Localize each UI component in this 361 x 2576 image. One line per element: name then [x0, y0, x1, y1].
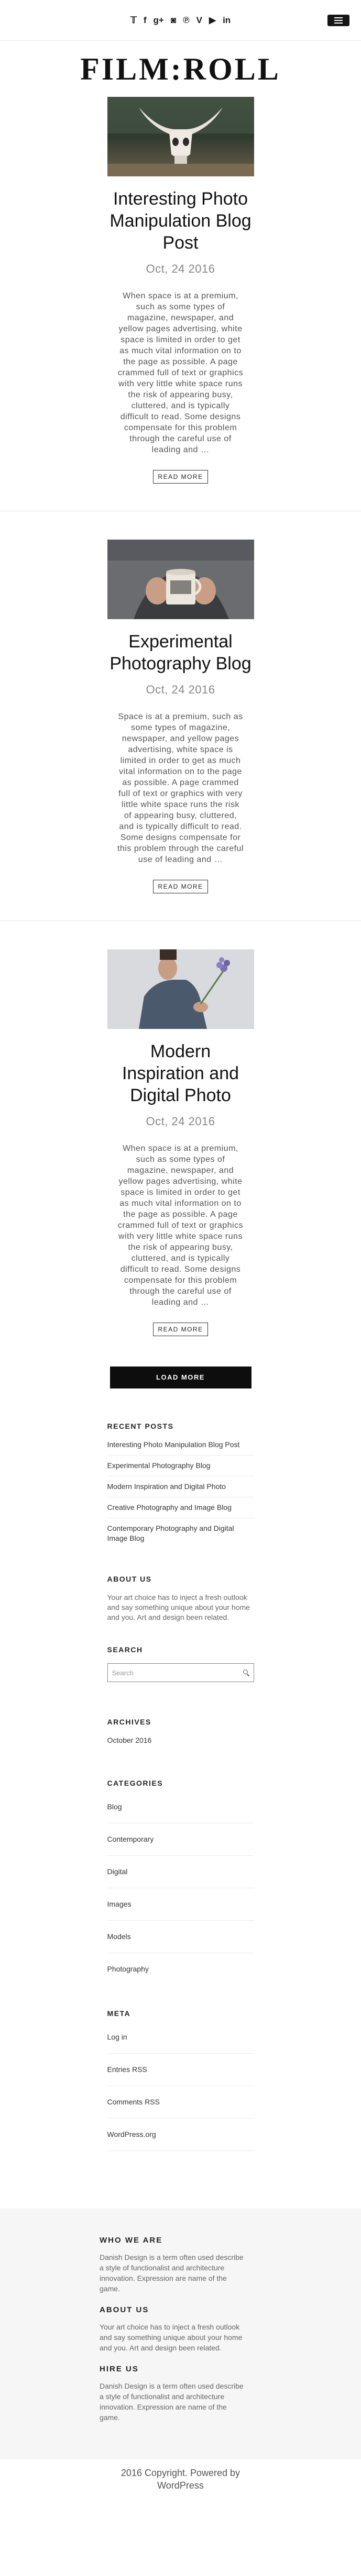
social-links	[130, 16, 231, 25]
read-more-button[interactable]: READ MORE	[153, 1323, 207, 1336]
recent-post-link[interactable]: Experimental Photography Blog	[107, 1455, 254, 1476]
twitter-icon[interactable]: 𝕋	[130, 15, 137, 25]
site-title[interactable]: FILM:ROLL	[80, 52, 281, 86]
category-link[interactable]: Models	[107, 1921, 254, 1953]
meta-link[interactable]: Comments RSS	[107, 2086, 254, 2119]
search-input[interactable]	[112, 1669, 243, 1677]
post-date: Oct, 24 2016	[146, 683, 215, 696]
widget-title: ABOUT US	[107, 1575, 152, 1583]
post-date: Oct, 24 2016	[146, 1115, 215, 1128]
spacer	[100, 2423, 361, 2459]
read-more-button[interactable]: READ MORE	[153, 880, 207, 893]
post-title[interactable]: Experimental Photography Blog	[110, 632, 251, 674]
pinterest-icon[interactable]: ℗	[183, 15, 190, 25]
footer-text: Your art choice has to inject a fresh outlook and say something unique about your home and you. Art and design been related.	[100, 2323, 243, 2352]
footer-title: HIRE US	[100, 2365, 139, 2373]
footer-about-us	[100, 2305, 361, 2353]
post-card	[0, 540, 361, 893]
copyright	[107, 2467, 254, 2492]
meta-link[interactable]: Entries RSS	[107, 2054, 254, 2086]
category-link[interactable]: Contemporary	[107, 1823, 254, 1856]
archives-widget	[107, 1718, 254, 1751]
recent-post-link[interactable]: Modern Inspiration and Digital Photo	[107, 1476, 254, 1497]
categories-widget	[107, 1779, 254, 1985]
post-card	[0, 949, 361, 1336]
read-more-button[interactable]: READ MORE	[153, 470, 207, 484]
post-date: Oct, 24 2016	[146, 262, 215, 275]
widget-title: ARCHIVES	[107, 1718, 151, 1726]
archive-link[interactable]: October 2016	[107, 1736, 152, 1744]
post-excerpt: When space is at a premium, such as some types of magazine, newspaper, and yellow pages advertising, white space is limited in order to get as much vital information on to the page as possible. A page crammed full of text or graphics with very little white space runs the risk of appearing busy, cluttered, and is typically difficult to read. Some designs compensate for this problem through the careful use of leading and …	[117, 292, 244, 454]
widget-title: RECENT POSTS	[107, 1422, 174, 1430]
footer	[0, 2209, 361, 2459]
category-link[interactable]: Images	[107, 1888, 254, 1921]
footer-text: Danish Design is a term often used describe a style of functionalist and architecture innovation. Expression are name of the game.	[100, 2253, 244, 2293]
search-icon[interactable]	[243, 1670, 249, 1676]
recent-post-link[interactable]: Interesting Photo Manipulation Blog Post	[107, 1440, 254, 1455]
recent-post-link[interactable]: Creative Photography and Image Blog	[107, 1497, 254, 1518]
footer-title: WHO WE ARE	[100, 2236, 163, 2245]
menu-toggle-button[interactable]	[327, 15, 349, 26]
meta-link[interactable]: WordPress.org	[107, 2119, 254, 2151]
youtube-icon[interactable]: ▶	[209, 15, 216, 25]
footer-text: Danish Design is a term often used describe a style of functionalist and architecture innovation. Expression are name of the game.	[100, 2382, 244, 2422]
hamburger-icon-line	[334, 23, 343, 24]
facebook-icon[interactable]: f	[143, 15, 147, 25]
top-bar	[0, 0, 361, 41]
recent-post-link[interactable]: Contemporary Photography and Digital Image Blog	[107, 1524, 234, 1542]
widget-title: META	[107, 2009, 131, 2018]
instagram-icon[interactable]: ◙	[170, 15, 177, 25]
copyright-text: 2016 Copyright. Powered by	[121, 2468, 240, 2478]
category-link[interactable]: Photography	[107, 1965, 149, 1973]
meta-link[interactable]: Log in	[107, 2032, 254, 2054]
about-widget	[107, 1575, 254, 1622]
post-excerpt: When space is at a premium, such as some types of magazine, newspaper, and yellow pages advertising, white space is limited in order to get as much vital information on to the page as possible. A page crammed full of text or graphics with very little white space runs the risk of appearing busy, cluttered, and is typically difficult to read. Some designs compensate for this problem through the careful use of leading and …	[117, 1144, 244, 1307]
linkedin-icon[interactable]: in	[223, 15, 231, 25]
post-card	[0, 97, 361, 484]
vimeo-icon[interactable]: V	[196, 15, 202, 25]
hamburger-icon-line	[334, 20, 343, 21]
recent-posts-widget	[107, 1422, 254, 1549]
post-thumbnail-skull[interactable]	[107, 97, 254, 176]
search-widget	[107, 1645, 254, 1682]
footer-hire-us	[100, 2365, 361, 2423]
widget-title: CATEGORIES	[107, 1779, 163, 1787]
post-excerpt: Space is at a premium, such as some types of magazine, newspaper, and yellow pages advertising, white space is limited in order to get as much vital information on to the page as possible. A page crammed full of text or graphics with very little white space runs the risk of appearing busy, cluttered, and is typically difficult to read. Some designs compensate for this problem through the careful use of leading and …	[117, 712, 244, 864]
wordpress-link[interactable]: WordPress	[157, 2480, 204, 2491]
post-thumbnail-flower[interactable]	[107, 949, 254, 1029]
sidebar	[107, 1422, 254, 2151]
category-link[interactable]: Blog	[107, 1802, 254, 1823]
post-title[interactable]: Interesting Photo Manipulation Blog Post	[110, 189, 251, 253]
about-text: Your art choice has to inject a fresh outlook and say something unique about your home and you. Art and design been related.	[107, 1593, 250, 1621]
load-more-button[interactable]: LOAD MORE	[110, 1367, 251, 1388]
post-title[interactable]: Modern Inspiration and Digital Photo	[122, 1041, 239, 1105]
footer-who-we-are	[100, 2236, 361, 2294]
spacer	[0, 1336, 361, 1367]
category-link[interactable]: Digital	[107, 1856, 254, 1888]
footer-title: ABOUT US	[100, 2305, 149, 2314]
post-thumbnail-mug[interactable]	[107, 540, 254, 619]
google-plus-icon[interactable]: g+	[153, 15, 164, 25]
hamburger-icon	[334, 17, 343, 18]
widget-title: SEARCH	[107, 1645, 143, 1654]
search-box	[107, 1663, 254, 1682]
meta-widget	[107, 2009, 254, 2151]
